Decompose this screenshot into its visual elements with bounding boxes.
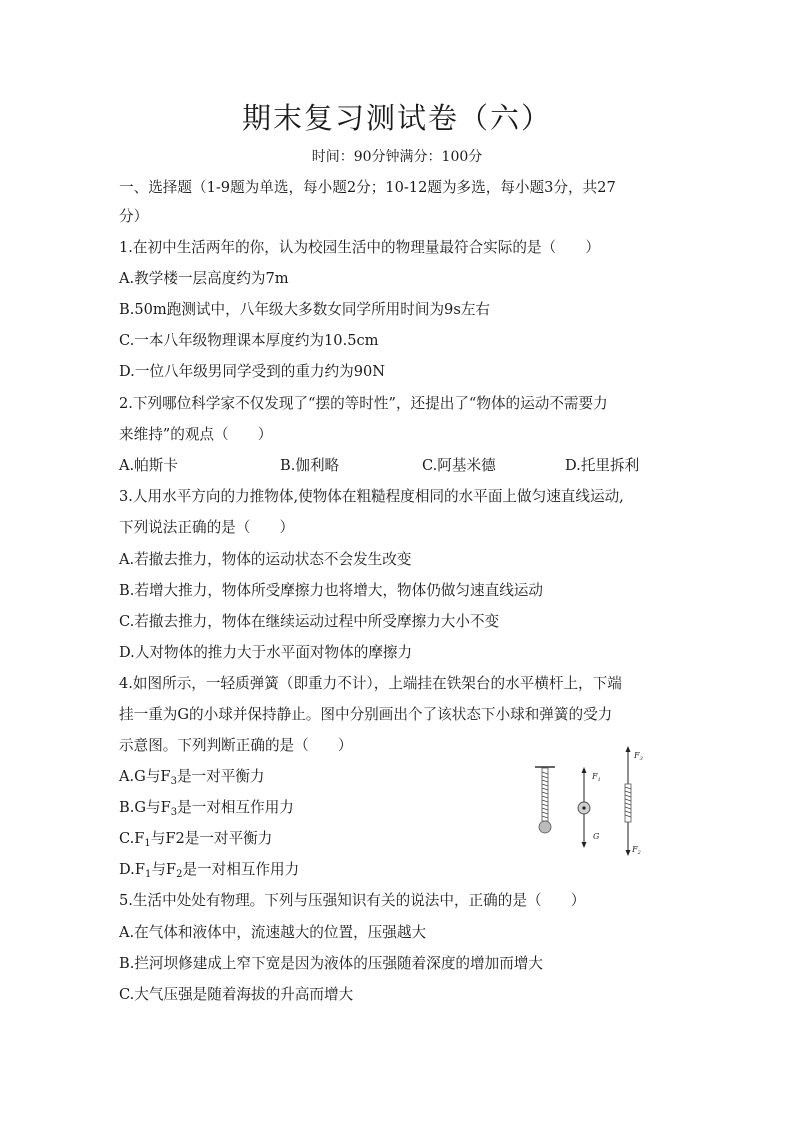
question-5-option-a: A.在气体和液体中，流速越大的位置，压强越大 — [119, 924, 427, 941]
spring-force-diagram — [528, 744, 658, 862]
question-3-option-b: B.若增大推力，物体所受摩擦力也将增大，物体仍做匀速直线运动 — [119, 582, 543, 599]
question-5-stem: 5.生活中处处有物理。下列与压强知识有关的说法中，正确的是（ ） — [119, 892, 586, 909]
label-f1: $F_1$ — [592, 772, 601, 783]
question-2-option-c: C.阿基米德 — [422, 457, 496, 474]
label-f2: $F_2$ — [632, 845, 641, 856]
label-f3: $F_3$ — [634, 751, 643, 762]
question-3-stem: 3.人用水平方向的力推物体,使物体在粗糙程度相同的水平面上做匀速直线运动, — [119, 488, 624, 505]
question-3-stem-cont: 下列说法正确的是（ ） — [119, 519, 295, 536]
question-3-option-a: A.若撤去推力，物体的运动状态不会发生改变 — [119, 551, 412, 568]
spring-ball-apparatus — [535, 767, 555, 833]
question-4-stem-cont: 挂一重为G的小球并保持静止。图中分别画出个了该状态下小球和弹簧的受力 — [119, 706, 613, 723]
question-4-option-d: $D.F_1$与$F_2$是一对相互作用力 — [119, 861, 300, 880]
page-title: 期末复习测试卷（六） — [241, 101, 552, 135]
question-1-option-d: D.一位八年级男同学受到的重力约为90N — [119, 363, 386, 380]
question-1-option-c: C.一本八年级物理课本厚度约为10.5cm — [119, 332, 379, 349]
question-2-stem: 2.下列哪位科学家不仅发现了“摆的等时性”，还提出了“物体的运动不需要力 — [119, 395, 608, 412]
question-2-option-a: A.帕斯卡 — [119, 457, 178, 474]
question-4-stem: 4.如图所示，一轻质弹簧（即重力不计），上端挂在铁架台的水平横杆上，下端 — [119, 675, 622, 692]
question-4-option-a: A.G与$F_3$是一对平衡力 — [119, 768, 265, 787]
section-heading-cont: 分） — [119, 208, 149, 225]
label-g: G — [593, 832, 600, 841]
question-2-option-d: D.托里拆利 — [565, 457, 640, 474]
question-3-option-d: D.人对物体的推力大于水平面对物体的摩擦力 — [119, 644, 413, 661]
question-2-option-b: B.伽利略 — [280, 457, 340, 474]
question-4-option-c: $C.F_1$与F2是一对平衡力 — [119, 830, 273, 849]
question-1-stem: 1.在初中生活两年的你，认为校园生活中的物理量最符合实际的是（ ） — [119, 239, 600, 256]
question-1-option-b: B.50m跑测试中，八年级大多数女同学所用时间为9s左右 — [119, 301, 491, 318]
spring-force-arrows — [625, 746, 643, 856]
question-4-stem-cont2: 示意图。下列判断正确的是（ ） — [119, 737, 353, 754]
question-4-option-b: B.G与$F_3$是一对相互作用力 — [119, 799, 294, 818]
ball-force-diagram — [578, 767, 601, 848]
question-1-option-a: A.教学楼一层高度约为7m — [119, 270, 289, 287]
question-5-option-b: B.拦河坝修建成上窄下宽是因为液体的压强随着深度的增加而增大 — [119, 955, 543, 972]
question-5-option-c: C.大气压强是随着海拔的升高而增大 — [119, 986, 354, 1003]
question-3-option-c: C.若撤去推力，物体在继续运动过程中所受摩擦力大小不变 — [119, 613, 500, 630]
section-heading: 一、选择题（1-9题为单选，每小题2分；10-12题为多选，每小题3分，共27 — [119, 179, 616, 196]
exam-time-score: 时间：90分钟满分：100分 — [311, 149, 483, 165]
question-2-stem-cont: 来维持”的观点（ ） — [119, 426, 273, 443]
